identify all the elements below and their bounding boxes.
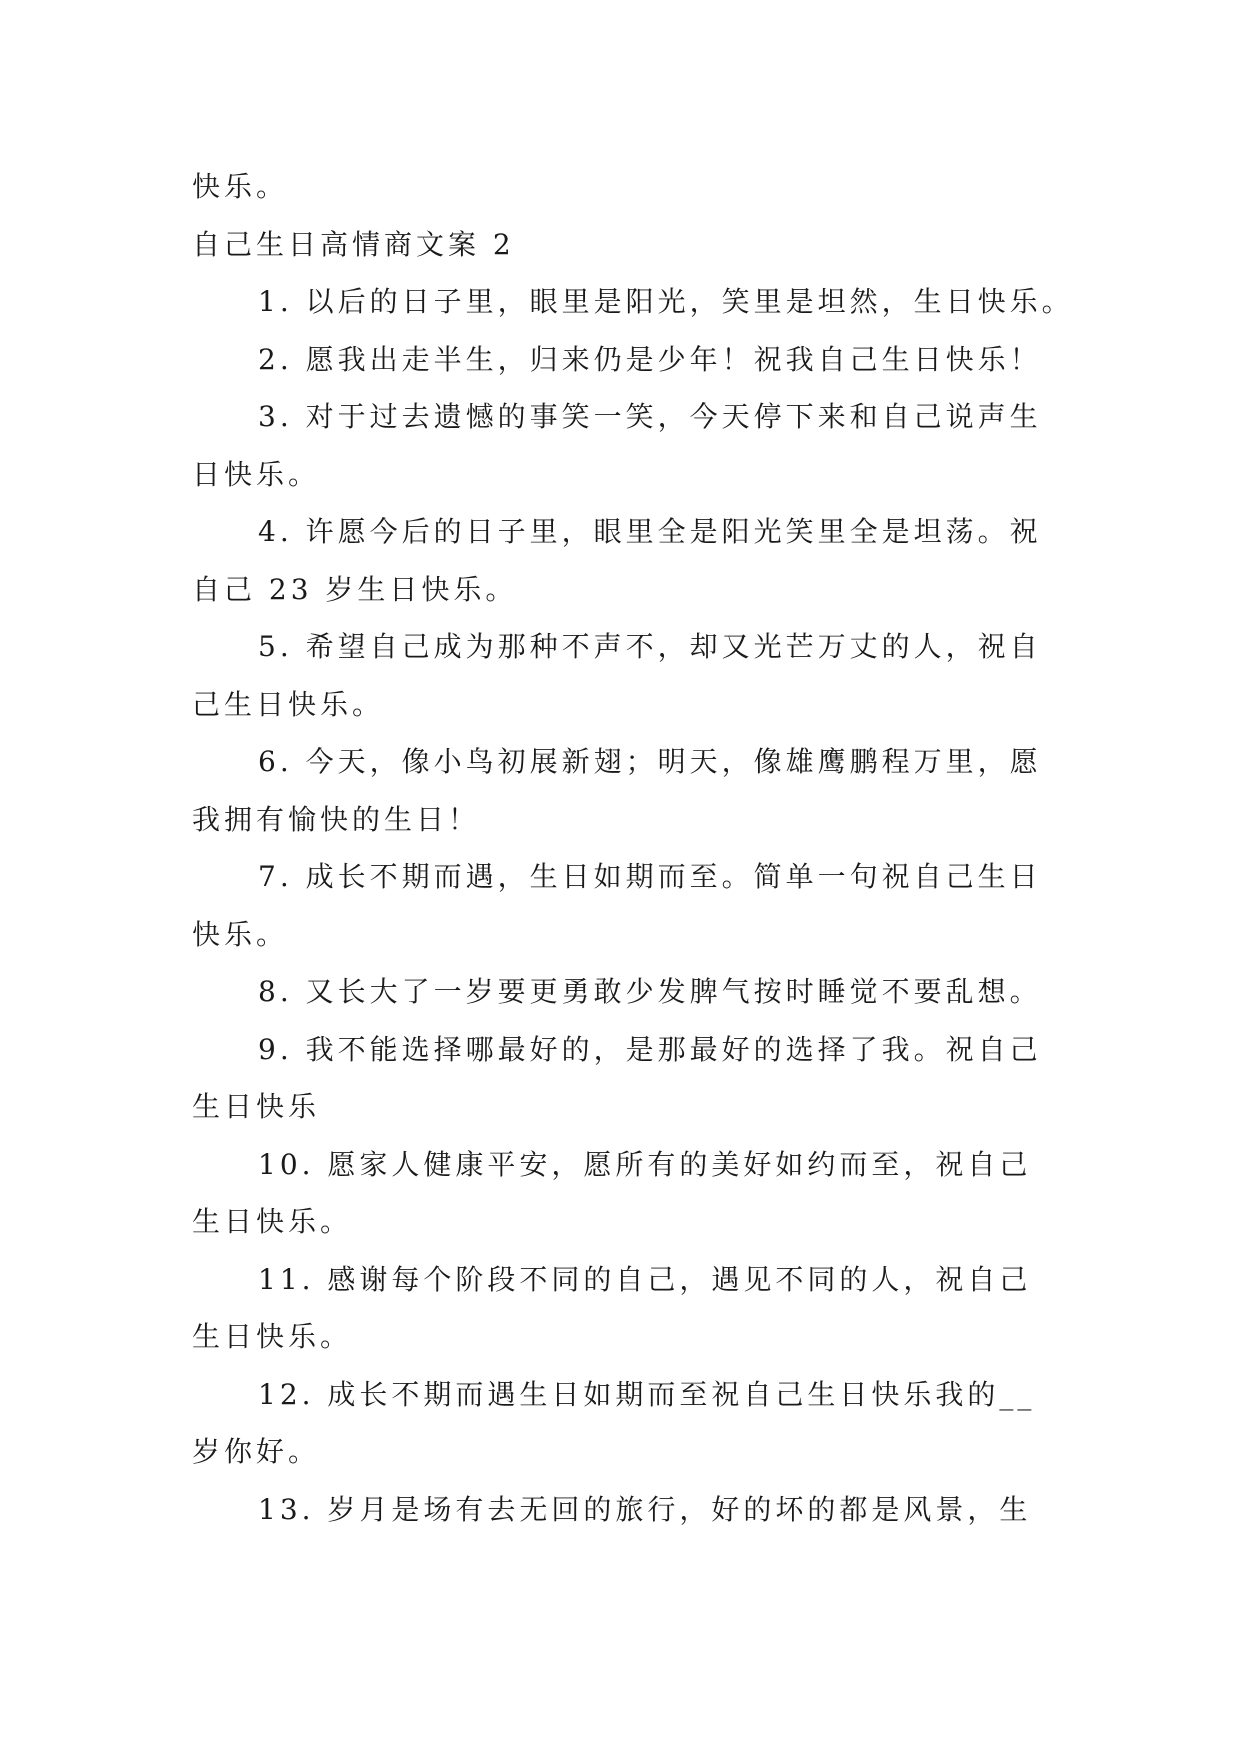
list-item-text: 1. 以后的日子里，眼里是阳光，笑里是坦然，生日快乐。 [258,285,1074,318]
list-item-text-continued: 岁你好。 [192,1435,321,1468]
list-item-text: 8. 又长大了一岁要更勇敢少发脾气按时睡觉不要乱想。 [258,975,1042,1008]
list-item [192,618,1052,733]
list-item [192,848,1052,963]
list-item-text-continued: 快乐。 [192,917,289,951]
list-item-text-continued: 生日快乐 [192,1090,321,1123]
list-item-text-continued: 己生日快乐。 [192,687,385,721]
list-item-text: 9. 我不能选择哪最好的，是那最好的选择了我。祝自己 [258,1032,1042,1066]
intro-line: 快乐。 [192,170,289,203]
list-item-text-continued: 自己 23 岁生日快乐。 [192,572,518,606]
list-item-text: 7. 成长不期而遇，生日如期而至。简单一句祝自己生日 [258,860,1042,893]
list-item [192,503,1052,618]
list-item [192,331,1052,389]
list-item [192,1136,1052,1251]
list-item [192,1481,1052,1539]
list-item-text-continued: 生日快乐。 [192,1205,353,1238]
list-item-text: 12. 成长不期而遇生日如期而至祝自己生日快乐我的__ [258,1377,1036,1411]
list-item [192,388,1052,503]
list-item-text-continued: 日快乐。 [192,457,321,491]
document-body [192,158,1074,1538]
list-item [192,963,1052,1021]
list-item-text: 3. 对于过去遗憾的事笑一笑，今天停下来和自己说声生 [258,400,1042,433]
list-item [192,273,1074,331]
list-item-text: 4. 许愿今后的日子里，眼里全是阳光笑里全是坦荡。祝 [258,515,1042,548]
list-item-text-continued: 生日快乐。 [192,1320,353,1353]
list-item [192,1366,1052,1481]
list-item-text-continued: 我拥有愉快的生日！ [192,802,481,836]
list-item-text: 6. 今天，像小鸟初展新翅；明天，像雄鹰鹏程万里，愿 [258,745,1042,778]
list-item-text: 13. 岁月是场有去无回的旅行，好的坏的都是风景，生 [258,1492,1032,1526]
list-item [192,1021,1052,1136]
section-heading: 自己生日高情商文案 2 [192,227,515,261]
list-item-text: 5. 希望自己成为那种不声不，却又光芒万丈的人，祝自 [258,630,1042,663]
list-item [192,733,1052,848]
list-item [192,1251,1052,1366]
list-item-text: 2. 愿我出走半生，归来仍是少年！祝我自己生日快乐！ [258,342,1042,376]
list-item-text: 10. 愿家人健康平安，愿所有的美好如约而至，祝自己 [258,1147,1032,1181]
list-item-text: 11. 感谢每个阶段不同的自己，遇见不同的人，祝自己 [258,1262,1032,1296]
